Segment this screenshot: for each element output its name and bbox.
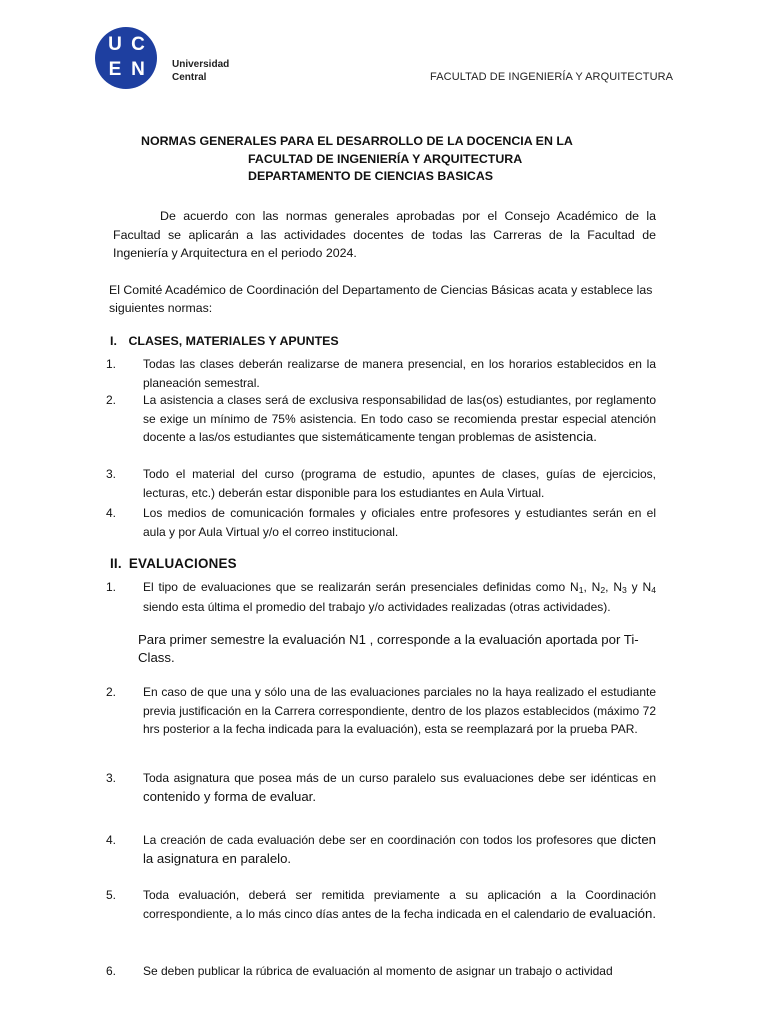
item-number: 1.: [106, 580, 117, 594]
evaluation-note: Para primer semestre la evaluación N1 , corresponde a la evaluación aportada por Ti-Class.: [138, 632, 639, 665]
logo-letter-c: C: [131, 34, 145, 55]
item-text-sep: y N: [626, 580, 652, 594]
item-text: Todo el material del curso (programa de estudio, apuntes de clases, guías de ejercicios, lecturas, etc.) deberán estar disponible para los estudiantes en Aula Virtual.: [143, 467, 656, 500]
university-name-line1: Universidad: [172, 59, 230, 70]
item-number: 1.: [106, 357, 117, 371]
title-line-2: FACULTAD DE INGENIERÍA Y ARQUITECTURA: [248, 151, 523, 166]
title-line-1: NORMAS GENERALES PARA EL DESARROLLO DE LA DOCENCIA EN LA: [141, 134, 573, 148]
item-number: 4.: [106, 506, 117, 520]
item-text-main: El tipo de evaluaciones que se realizarán serán presenciales definidas como N: [143, 580, 579, 594]
item-number: 4.: [106, 833, 117, 847]
section-1-heading: [110, 334, 339, 348]
university-name-line2: Central: [172, 72, 207, 83]
item-text: [143, 831, 656, 868]
faculty-header: FACULTAD DE INGENIERÍA Y ARQUITECTURA: [430, 71, 674, 83]
logo-circle: [95, 27, 157, 89]
list-item: [106, 578, 656, 616]
section-2-heading: [110, 556, 237, 571]
list-item: [106, 831, 656, 868]
item-text: [143, 391, 656, 447]
item-text: [143, 578, 656, 616]
item-text: [143, 886, 656, 923]
committee-paragraph: El Comité Académico de Coordinación del Departamento de Ciencias Básicas acata y establece las siguientes normas:: [109, 283, 653, 315]
item-text-main: Toda evaluación, deberá ser remitida previamente a su aplicación a la Coordinación correspondiente, a lo más cinco días antes de la fecha indicada en el calendario de: [143, 888, 656, 921]
subscript-4: 4: [651, 585, 656, 596]
item-text-main: Toda asignatura que posea más de un curso paralelo sus evaluaciones debe ser idénticas en: [143, 771, 656, 785]
item-text-tail: asistencia.: [534, 429, 597, 444]
item-text-tail: contenido y forma de evaluar.: [143, 788, 317, 804]
logo-letter-e: E: [108, 59, 122, 80]
item-text: [143, 769, 656, 806]
logo-letter-n: N: [131, 59, 145, 80]
list-item: [106, 391, 656, 447]
item-text-sep: , N: [605, 580, 622, 594]
item-text-main: La creación de cada evaluación debe ser en coordinación con todos los profesores que: [143, 833, 617, 847]
document-title: [0, 133, 768, 186]
logo-letter-u: U: [108, 34, 122, 55]
item-text-main: La asistencia a clases será de exclusiva responsabilidad de las(os) estudiantes, por reglamento se exige un mínimo de 75% asistencia. En todo caso se recomienda prestar especial atención docente a las/os estudiantes que sistemáticamente tengan problemas de: [143, 393, 656, 444]
item-text: Todas las clases deberán realizarse de manera presencial, en los horarios establecidos en la planeación semestral.: [143, 357, 656, 390]
item-text-tail: dicten la asignatura en paralelo.: [143, 832, 656, 866]
list-item: [106, 769, 656, 806]
intro-paragraph: De acuerdo con las normas generales aprobadas por el Consejo Académico de la Facultad se aplicarán a las actividades docentes de todas las Carreras de la Facultad de Ingeniería y Arquitectura en el periodo 2024.: [113, 209, 656, 260]
list-item: [106, 355, 656, 392]
item-number: 3.: [106, 771, 117, 785]
item-number: 2.: [106, 393, 117, 407]
section-1-numeral: I.: [110, 334, 117, 348]
item-number: 3.: [106, 467, 117, 481]
item-text-sep: , N: [583, 580, 601, 594]
item-text: Se deben publicar la rúbrica de evaluación al momento de asignar un trabajo o actividad: [143, 964, 613, 978]
list-item: [106, 504, 656, 541]
item-text: En caso de que una y sólo una de las evaluaciones parciales no la haya realizado el estudiante previa justificación en la Carrera correspondiente, dentro de los plazos establecidos (máximo 72 hrs posterior a la fecha indicada para la evaluación), esta se reemplazará por la prueba PAR.: [143, 685, 656, 736]
title-line-3: DEPARTAMENTO DE CIENCIAS BASICAS: [248, 169, 494, 183]
list-item: [106, 886, 656, 923]
list-item: [106, 465, 656, 502]
ucen-logo: [94, 26, 158, 90]
section-2-title: EVALUACIONES: [128, 556, 237, 571]
section-2-numeral: II.: [110, 556, 122, 571]
university-name: [172, 58, 229, 84]
section-1-title: CLASES, MATERIALES Y APUNTES: [128, 334, 339, 348]
item-number: 6.: [106, 964, 117, 978]
subscript-1: 1: [578, 585, 584, 596]
item-number: 2.: [106, 685, 117, 699]
subscript-2: 2: [600, 585, 606, 596]
item-text-post: siendo esta última el promedio del trabajo y/o actividades realizadas (otras actividades).: [143, 599, 611, 614]
item-text: Los medios de comunicación formales y oficiales entre profesores y estudiantes serán en el aula y por Aula Virtual y/o el correo institucional.: [143, 506, 656, 539]
subscript-3: 3: [622, 585, 627, 596]
item-text-tail: evaluación.: [589, 905, 657, 921]
list-item: [106, 683, 656, 739]
list-item: [106, 962, 656, 981]
item-number: 5.: [106, 888, 117, 902]
